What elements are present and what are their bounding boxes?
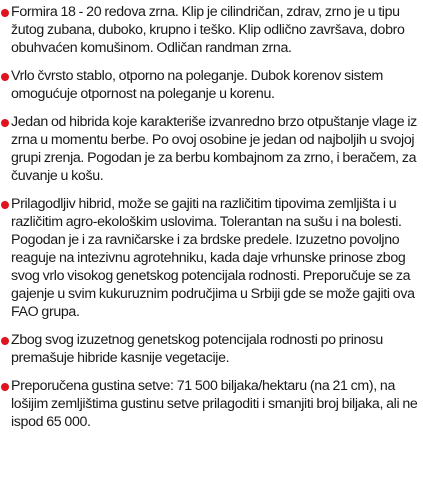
- bullet-text: Vrlo čvrsto stablo, otporno na poleganje. Dubok korenov sistem omogućuje otpornost na poleganje u korenu.: [11, 68, 384, 102]
- red-bullet-icon: [1, 119, 9, 127]
- bullet-text: Zbog svog izuzetnog genetskog potencijala rodnosti po prinosu premašuje hibride kasnije vegetacije.: [11, 332, 383, 366]
- red-bullet-icon: [1, 383, 9, 391]
- bullet-item-grain: [0, 3, 421, 57]
- red-bullet-icon: [1, 73, 9, 81]
- red-bullet-icon: [1, 337, 9, 345]
- red-bullet-icon: [1, 201, 9, 209]
- red-bullet-icon: [1, 9, 9, 17]
- bullet-text: Preporučena gustina setve: 71 500 biljaka/hektaru (na 21 cm), na lošijim zemljištima gustinu setve prilagoditi i smanjiti broj biljaka, ali ne ispod 65 000.: [11, 378, 418, 430]
- bullet-item-adaptability: [0, 195, 421, 321]
- bullet-item-stalk: [0, 67, 421, 103]
- bullet-item-yield: [0, 331, 421, 367]
- bullet-item-sowing-density: [0, 377, 421, 431]
- bullet-text: Jedan od hibrida koje karakteriše izvanredno brzo otpuštanje vlage iz zrna u momentu berbe. Po ovoj osobine je jedan od najboljih u svojoj grupi zrenja. Pogodan je za berbu kombajnom za zrno, i beračem, za čuvanje u košu.: [11, 114, 417, 184]
- bullet-item-moisture: [0, 113, 421, 185]
- bullet-text: Prilagodljiv hibrid, može se gajiti na različitim tipovima zemljišta i u različitim agro-ekološkim uslovima. Tolerantan na sušu i na bolesti. Pogodan je i za ravničarske i za brdske predele. Izuzetno povoljno reaguje na intezivnu agrotehniku, kada daje vrhunske prinose zbog svog vrlo visokog genetskog potencijala rodnosti. Preporučuje se za gajenje u svim kukuruznim područjima u Srbiji gde se može gajiti ova FAO grupa.: [11, 196, 415, 320]
- bullet-text: Formira 18 - 20 redova zrna. Klip je cilindričan, zdrav, zrno je u tipu žutog zubana, duboko, krupno i teško. Klip odlično završava, dobro obuhvaćen komušinom. Odličan randman zrna.: [11, 4, 405, 56]
- feature-bullet-list: [0, 3, 421, 431]
